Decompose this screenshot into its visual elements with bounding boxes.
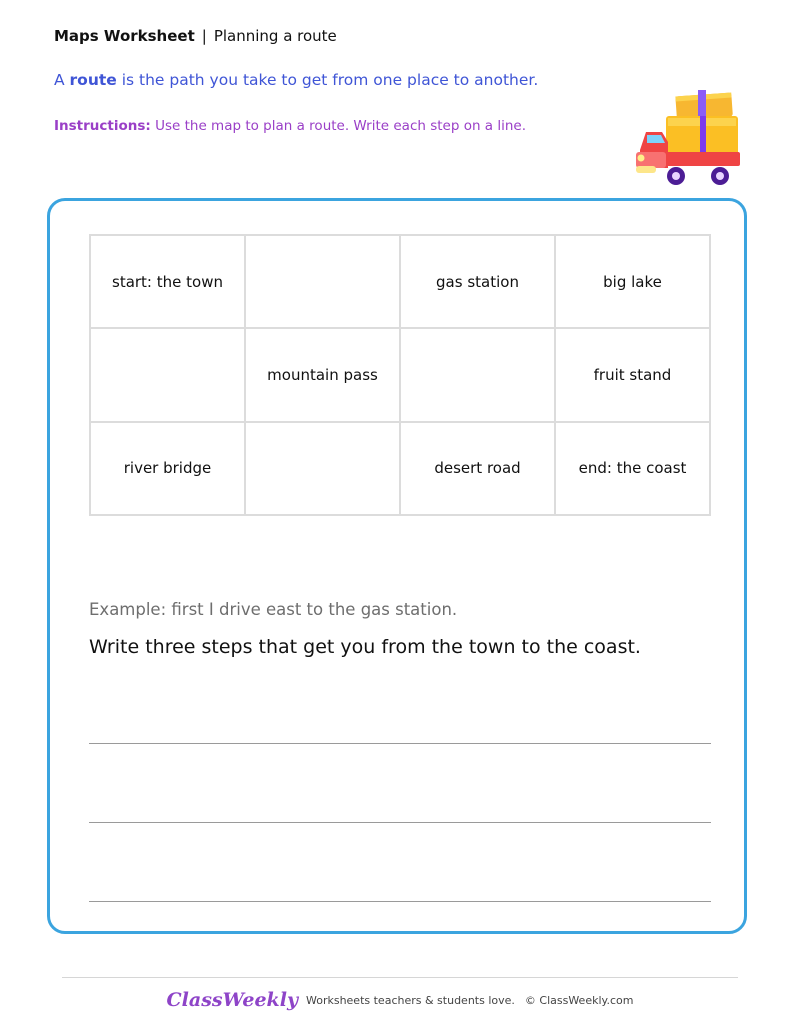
footer-copyright: © ClassWeekly.com — [524, 993, 634, 1007]
map-cell: mountain pass — [246, 329, 399, 420]
worksheet-title: Maps Worksheet — [54, 27, 195, 45]
map-cell — [401, 329, 554, 420]
answer-line-1[interactable] — [89, 743, 711, 744]
map-cell: big lake — [556, 236, 709, 327]
footer-tagline: Worksheets teachers & students love. — [305, 993, 515, 1007]
definition-term: route — [69, 71, 117, 89]
footer-divider — [62, 977, 738, 978]
worksheet-subtitle: Planning a route — [213, 27, 337, 45]
map-cell: river bridge — [91, 423, 244, 514]
footer — [0, 989, 800, 1011]
route-map-grid — [89, 234, 711, 516]
definition-prefix: A — [54, 71, 70, 89]
map-cell — [246, 423, 399, 514]
map-cell: start: the town — [91, 236, 244, 327]
map-cell — [91, 329, 244, 420]
delivery-truck-icon — [632, 88, 744, 192]
instructions-label: Instructions: — [54, 118, 151, 134]
definition-text: is the path you take to get from one place to another. — [116, 71, 539, 89]
instructions-text: Use the map to plan a route. Write each step on a line. — [150, 118, 527, 134]
example-sentence: Example: first I drive east to the gas station. — [89, 600, 458, 619]
writing-prompt: Write three steps that get you from the town to the coast. — [89, 636, 641, 658]
map-cell: end: the coast — [556, 423, 709, 514]
worksheet-header — [54, 27, 337, 45]
map-cell — [246, 236, 399, 327]
instructions — [54, 118, 526, 134]
map-cell: desert road — [401, 423, 554, 514]
route-definition — [54, 71, 538, 89]
brand-logo: ClassWeekly — [166, 989, 298, 1011]
map-cell: fruit stand — [556, 329, 709, 420]
map-cell: gas station — [401, 236, 554, 327]
answer-line-2[interactable] — [89, 822, 711, 823]
answer-line-3[interactable] — [89, 901, 711, 902]
header-separator: | — [201, 27, 207, 45]
